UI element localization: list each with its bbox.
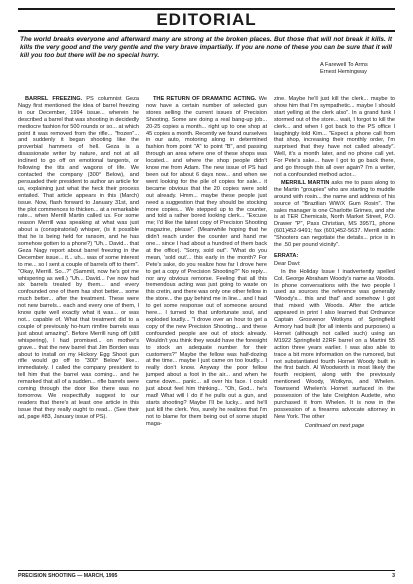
page-title: EDITORIAL	[156, 10, 257, 29]
article-paragraph	[146, 96, 267, 428]
column-left	[18, 96, 139, 422]
article-paragraph	[274, 180, 395, 249]
article-paragraph: zine. Maybe he'll just kill the clerk... maybe to show him that I'm sympathetic... maybe I should start yelling at the clerk also". In a grand funk I stormed out of the store... wait, I forgot to kill the clerk... and when I got back to the PS office I laughingly told Kim... "Expect a phone call from that shop, increasing their monthly order, I'm surprised that they have not called already". Well, it's a month later, and no phone call yet. For Pete's sake... have I got to go back there, and go through this all over again? I'm a writer, not a confounded method actor...	[274, 96, 395, 178]
paragraph-text: asks me to pass along to the Martin "groupies" who are starting to muddle around with rosin... the name and address of his source of "Brazilian WW/X Gum Rosin". The sales manager is one Charlotte Grimes, and she is at TER Chemicals, North Market Street, P.O. Drawer "P", Pass Christian, MS 39571, phone (601)452-9491; fax (601)452-5637. Merrill adds: "Shooters can negotiate the details... price is in the .50 per pound vicinity".	[274, 179, 395, 249]
continued-note: Continued on next page	[304, 422, 365, 429]
article-paragraph: In the Holiday Issue I inadvertently spelled Col. George Abraham Woody's name as Woods. In phone conversations with the two people I used as sources the reference was generally "Woody's... this and that" and somehow I got that mixed with Woods. After the article appeared in print I also learned that Ordnance Captain Grosvenor Wotkyns of Springfield Armory had built (for all intents and purposes) a Hornet (although not called such) using an M1922 Springfield 22RF barrel on a Martini 55 action three years earlier. I was also able to trace a bit more information on the rumored, but not substantiated fourth Hornet Woody built in the first batch. Al Woodworth is most likely the fourth recipient, along with the previously mentioned Woody, Wotkyns, and Whelen. Townsend Whelen's Hornet surfaced in the possession of the late Creighton Audette, who purchased it from Whelen. It is now in the possession of a firearms advocate attorney in New York. The other	[274, 268, 395, 420]
quote-source-author: Ernest Hemingway	[320, 69, 367, 75]
quote-attribution	[320, 62, 400, 76]
masthead	[18, 8, 395, 32]
publication-line: PRECISION SHOOTING — MARCH, 1995	[18, 573, 118, 579]
column-right	[274, 96, 395, 430]
section-heading-dramatic-acting: THE RETURN OF DRAMATIC ACTING.	[153, 96, 257, 102]
section-heading-merrill-martin: MERRILL MARTIN	[281, 179, 330, 186]
errata-heading: ERRATA:	[274, 252, 299, 259]
section-heading-barrel-freezing: BARREL FREEZING.	[25, 96, 83, 102]
paragraph-text: We now have a certain number of selected gun stores selling the current issues of Precision Shooting. Some are doing a real bang-up job... 20-25 copies a month... right up to one shop at 45 copies a month. Recently we found ourselves in our auto, motoring along in determined fashion from point "A" to point "B", and passing through an area where one of these shops was located... and where the shop people didn't know me from Adam. The new issue of PS had been out for about 6 days now... and when we went looking for the pile of copies for sale... it became obvious that the 20 copies were sold out already. Hmm... maybe these people just need a suggestion that they should be stocking more copies... We stepped up to the counter, and told a rather bored looking clerk... "Excuse me; I'd like the latest copy of Precision Shooting magazine, please". (Meanwhile hoping that he didn't reach under the counter and hand me one... since I had about a hundred of them back at the office). "Sorry, sold out". "What do you mean, 'sold out'... this early in the month? For Pete's sake, do you realize how far I drove here to get a copy of Precision Shooting?" No reply... nor any obvious remorse. Feeling that all this tremendous acting was just going to waste on this cretin, and there was only one other fellow in the store... the guy behind me in line... and I had to get some response out of someone around here... I turned to that unfortunate soul, and exploded loudly... "I drove over an hour to get a copy of the new Precision Shooting... and these confounded people are out of stock already. Wouldn't you think they would have the foresight to stock an adequate number for their customers?" Maybe the fellow was half-dozing at the time... maybe I just came on too loudly... I really don't know. Anyway the poor fellow jumped about a foot in the air... and when he came down... panic... all over his face. I could just about feel him thinking... "Oh, God... he's mad! What will I do if he pulls out a gun, and starts shooting? Maybe I'll be lucky... and he'll just kill the clerk. Yes, surely he realizes that I'm not to blame for them being out of some stupid maga-	[146, 96, 268, 427]
page-number: 3	[392, 573, 395, 579]
intro-quote: The world breaks everyone and afterward many are strong at the broken places. But those that will not break it kills. It kills the very good and the very gentle and the very brave impartially. If you are none of these you can be sure that it will kill you too but there will be no special hurry.	[20, 36, 392, 59]
page-footer	[18, 570, 395, 580]
column-middle	[146, 96, 267, 429]
quote-source-title: A Farewell To Arms	[320, 62, 368, 68]
paragraph-text: PS columnist Geza Nagy first mentioned the idea of barrel freezing in our December, 1994 issue... wherein he described a barrel that was shooting in decidedly mediocre fashion for 500 rounds or so... at which point it was removed from the rifle... "frozen"... and suddenly it began shooting like the proverbial hammers of hell. Geza is a disassionate writer by nature, and not at all inclined to go off on emotional tangents, or following the tits and wagons of life. We contacted the company (300° Below), and persuaded their president to author an article for us, explaining just what the heck their process entailed. That article appears in this (March) issue. Now, flash forward to January 31st, and the plot commences to thicken... at a remarkable rate... when Merrill Martin called us. For some reason Merrill was speaking at what was just about a (conspiratorial) whisper, (is it possible that he is being held for ransom, and he has somehow gotten to a phone?) "Uh... David... that Geza Nagy report about barrel freezing in the December issue... it... uh... was of some interest to me... so I sent a couple of barrels off to them". "Okay, Merrill. So...?" (Sammit, now he's got me whispering as well.) "Uh... David... I've now had six barrels treated by them... and every confounded one of them has shot better... some much better... after the treatment. These were not new barrels... each and every one of them, I know quite well exactly what it was... or was not... capable of. What that treatment did to a couple of previously ho-hum rimfire barrels was just about amazing". Before Merrill rung off (still whispering), I had promised... on mother's grave... that the new barrel that Jim Borden was about to install on my Hickory Egg Shoot gun rifle would go off to "300° Below" like... immediately. I called the company president to tell him that the barrel was coming... and he remarked that all of a sudden... rifle barrels were coming through the door like there was no tomorrow. We respectfully suggest to our readers that there's at least one article in this issue that they really ought to read... (See their ad, page #83, January issue of PS).	[18, 96, 140, 420]
article-paragraph	[18, 96, 139, 421]
letter-salutation: Dear Davi:	[274, 260, 301, 267]
